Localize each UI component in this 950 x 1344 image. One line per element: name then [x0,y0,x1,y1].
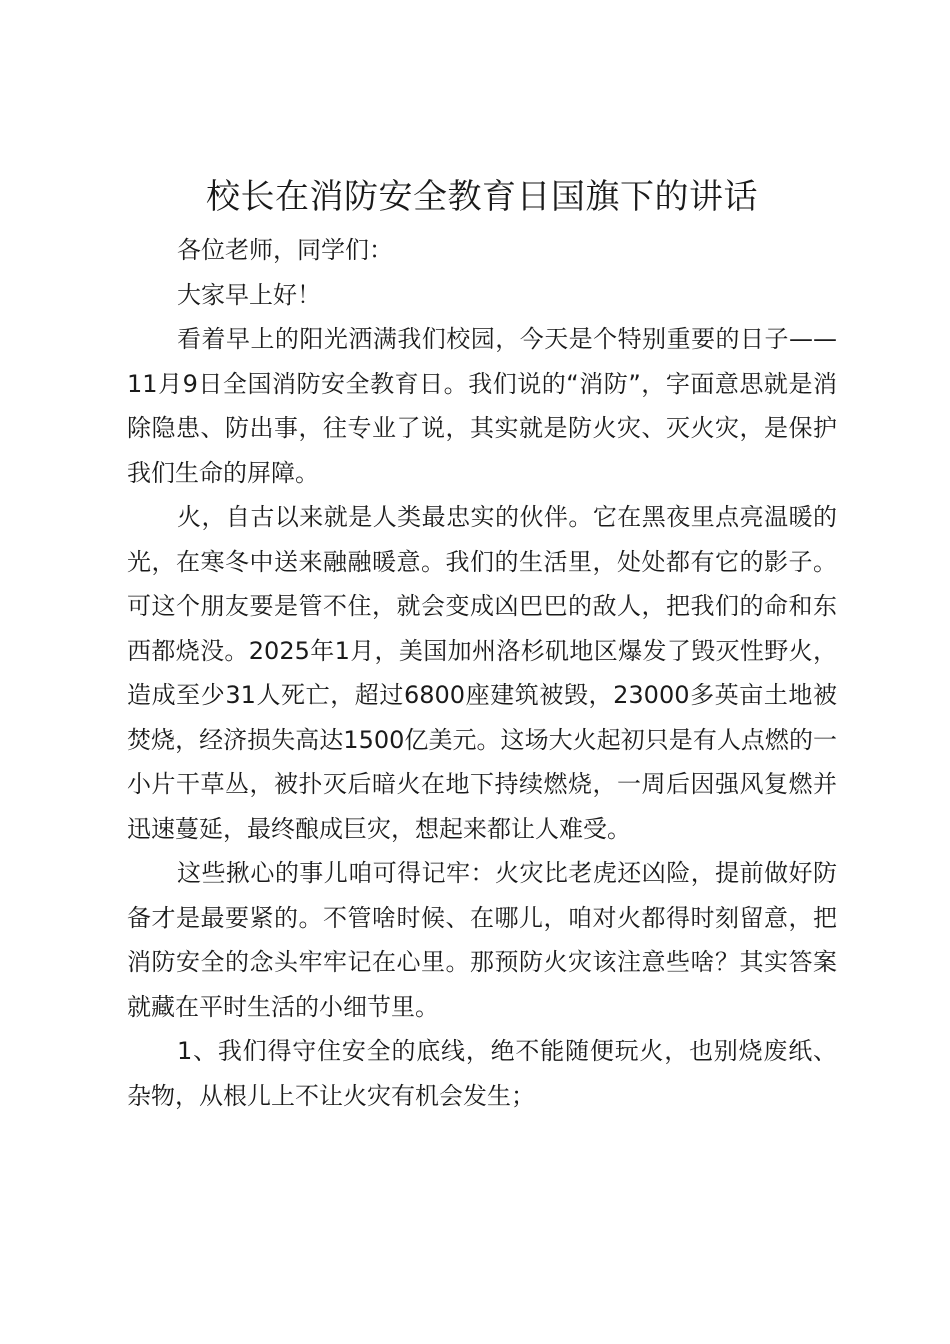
body-paragraph: 看着早上的阳光洒满我们校园，今天是个特别重要的日子——11月9日全国消防安全教育日。我们说的“消防”，字面意思就是消除隐患、防出事，往专业了说，其实就是防火灾、灭火灾，是保护我们生命的屏障。 [127,325,837,487]
document-title: 校长在消防安全教育日国旗下的讲话 [206,177,758,217]
document-body [127,172,837,1118]
list-item-paragraph: 1、我们得守住安全的底线，绝不能随便玩火，也别烧废纸、杂物，从根儿上不让火灾有机会发生； [127,1037,837,1110]
salutation-paragraph: 大家早上好！ [177,280,321,309]
body-paragraph: 火，自古以来就是人类最忠实的伙伴。它在黑夜里点亮温暖的光，在寒冬中送来融融暖意。我们的生活里，处处都有它的影子。可这个朋友要是管不住，就会变成凶巴巴的敌人，把我们的命和东西都烧没。2025年1月，美国加州洛杉矶地区爆发了毁灭性野火，造成至少31人死亡，超过6800座建筑被毁，23000多英亩土地被焚烧，经济损失高达1500亿美元。这场大火起初只是有人点燃的一小片干草丛，被扑灭后暗火在地下持续燃烧，一周后因强风复燃并迅速蔓延，最终酿成巨灾，想起来都让人难受。 [127,503,837,843]
body-paragraph: 这些揪心的事儿咱可得记牢：火灾比老虎还凶险，提前做好防备才是最要紧的。不管啥时候、在哪儿，咱对火都得时刻留意，把消防安全的念头牢牢记在心里。那预防火灾该注意些啥？其实答案就藏在平时生活的小细节里。 [127,859,837,1021]
greeting-paragraph: 各位老师，同学们： [177,236,393,264]
